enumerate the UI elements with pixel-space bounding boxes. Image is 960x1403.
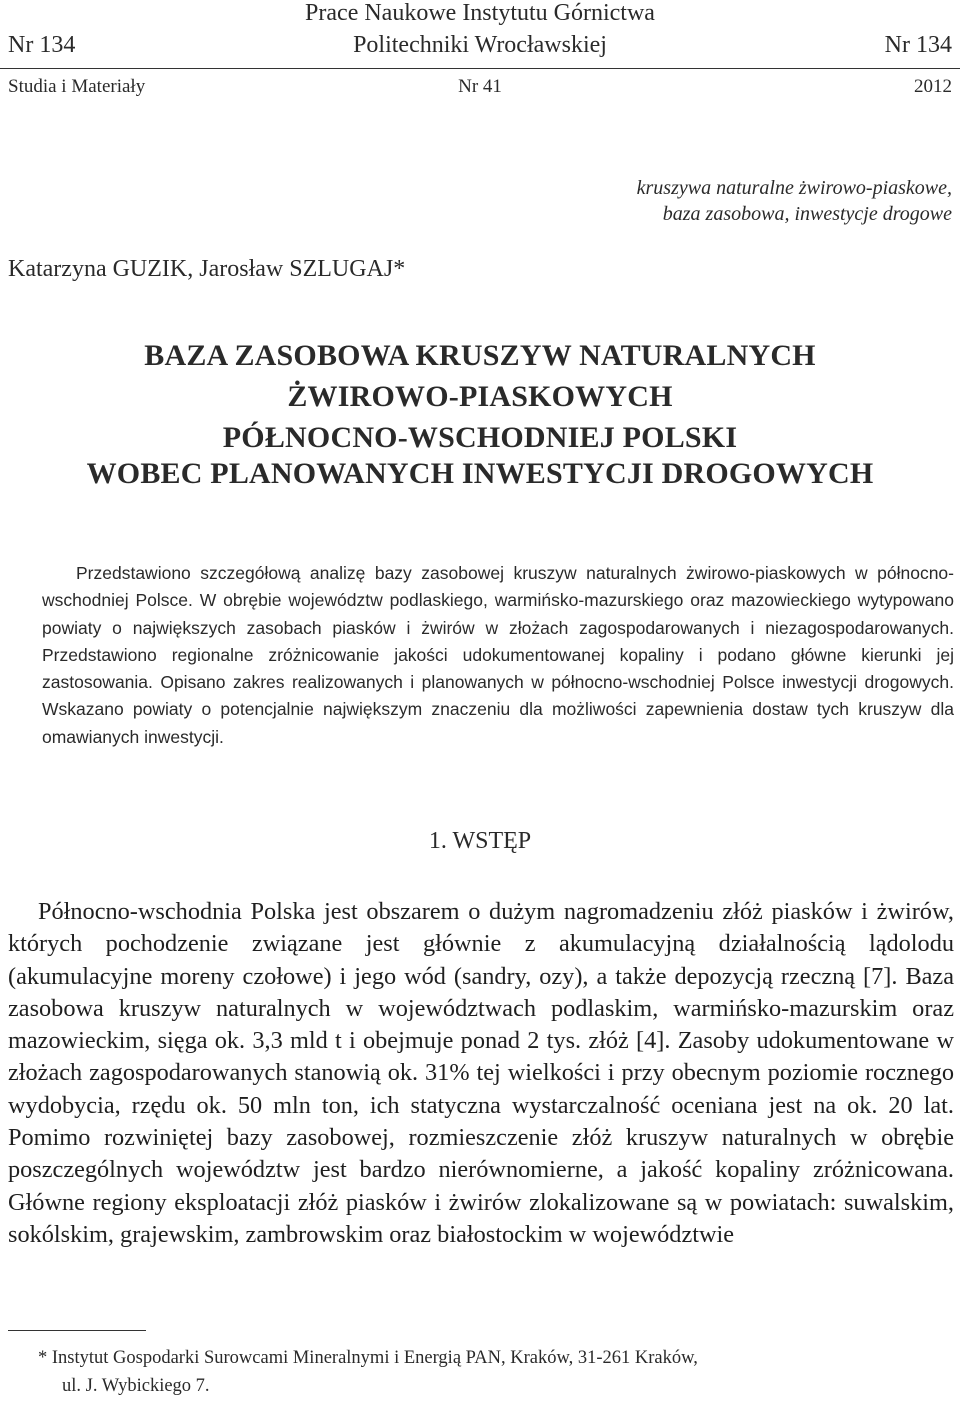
series-name: Studia i Materiały — [8, 76, 146, 97]
keywords-line-1: kruszywa naturalne żwirowo-piaskowe, — [636, 177, 952, 199]
publication-year: 2012 — [914, 76, 952, 97]
title-line-4: WOBEC PLANOWANYCH INWESTYCJI DROGOWYCH — [86, 457, 874, 490]
title-line-1: BAZA ZASOBOWA KRUSZYW NATURALNYCH — [144, 339, 816, 372]
title-line-2: ŻWIROWO-PIASKOWYCH — [287, 380, 673, 413]
footnote-line-2: ul. J. Wybickiego 7. — [62, 1376, 210, 1396]
title-line-3: PÓŁNOCNO-WSCHODNIEJ POLSKI — [222, 421, 738, 454]
section-heading: 1. WSTĘP — [428, 828, 532, 854]
body-text — [8, 896, 954, 1251]
journal-number-left: Nr 134 — [8, 32, 76, 58]
footnote-line-1: * Instytut Gospodarki Surowcami Mineralnymi i Energią PAN, Kraków, 31-261 Kraków, — [38, 1348, 698, 1368]
journal-institution-line-1: Prace Naukowe Instytutu Górnictwa — [305, 0, 655, 26]
body-paragraph: Północno-wschodnia Polska jest obszarem o dużym nagromadzeniu złóż piasków i żwirów, których pochodzenie związane jest głównie z akumulacyjną działalnością lądolodu (akumulacyjne moreny czołowe) i jego wód (sandry, ozy), a także depozycją rzeczną [7]. Baza zasobowa kruszyw naturalnych w województwach podlaskim, warmińsko-mazurskim oraz mazowieckim, sięga ok. 3,3 mld t i obejmuje ponad 2 tys. złóż [4]. Zasoby udokumentowane w złożach zagospodarowanych stanowią ok. 31% tej wielkości i przy obecnym poziomie rocznego wydobycia, rzędu ok. 50 mln ton, ich statyczna wystarczalność oceniana jest na ok. 20 lat. Pomimo rozwiniętej bazy zasobowej, rozmieszczenie złóż kruszyw naturalnych w obrębie poszczególnych województw jest bardzo nierównomierne, a jakość kopaliny zróżnicowana. Główne regiony eksploatacji złóż piasków i żwirów zlokalizowane są w powiatach: suwalskim, sokólskim, grajewskim, zambrowskim oraz białostockim w województwie — [8, 898, 954, 1248]
abstract — [42, 560, 954, 751]
header-divider — [0, 68, 960, 69]
journal-number-right: Nr 134 — [884, 32, 952, 58]
authors: Katarzyna GUZIK, Jarosław SZLUGAJ* — [8, 256, 406, 282]
series-number: Nr 41 — [458, 76, 502, 97]
abstract-text: Przedstawiono szczegółową analizę bazy zasobowej kruszyw naturalnych żwirowo-piaskowych w północno-wschodniej Polsce. W obrębie województw podlaskiego, warmińsko-mazurskiego oraz mazowieckiego wytypowano powiaty o największych zasobach piasków i żwirów w złożach zagospodarowanych i niezagospodarowanych. Przedstawiono regionalne zróżnicowanie jakości udokumentowanej kopaliny i podano główne kierunki jej zastosowania. Opisano zakres realizowanych i planowanych w północno-wschodniej Polsce inwestycji drogowych. Wskazano powiaty o potencjalnie największym znaczeniu dla możliwości zapewnienia dostaw tych kruszyw dla omawianych inwestycji. — [42, 563, 954, 747]
journal-institution-line-2: Politechniki Wrocławskiej — [353, 32, 607, 58]
keywords-line-2: baza zasobowa, inwestycje drogowe — [662, 203, 952, 225]
footnote-divider — [8, 1330, 146, 1331]
